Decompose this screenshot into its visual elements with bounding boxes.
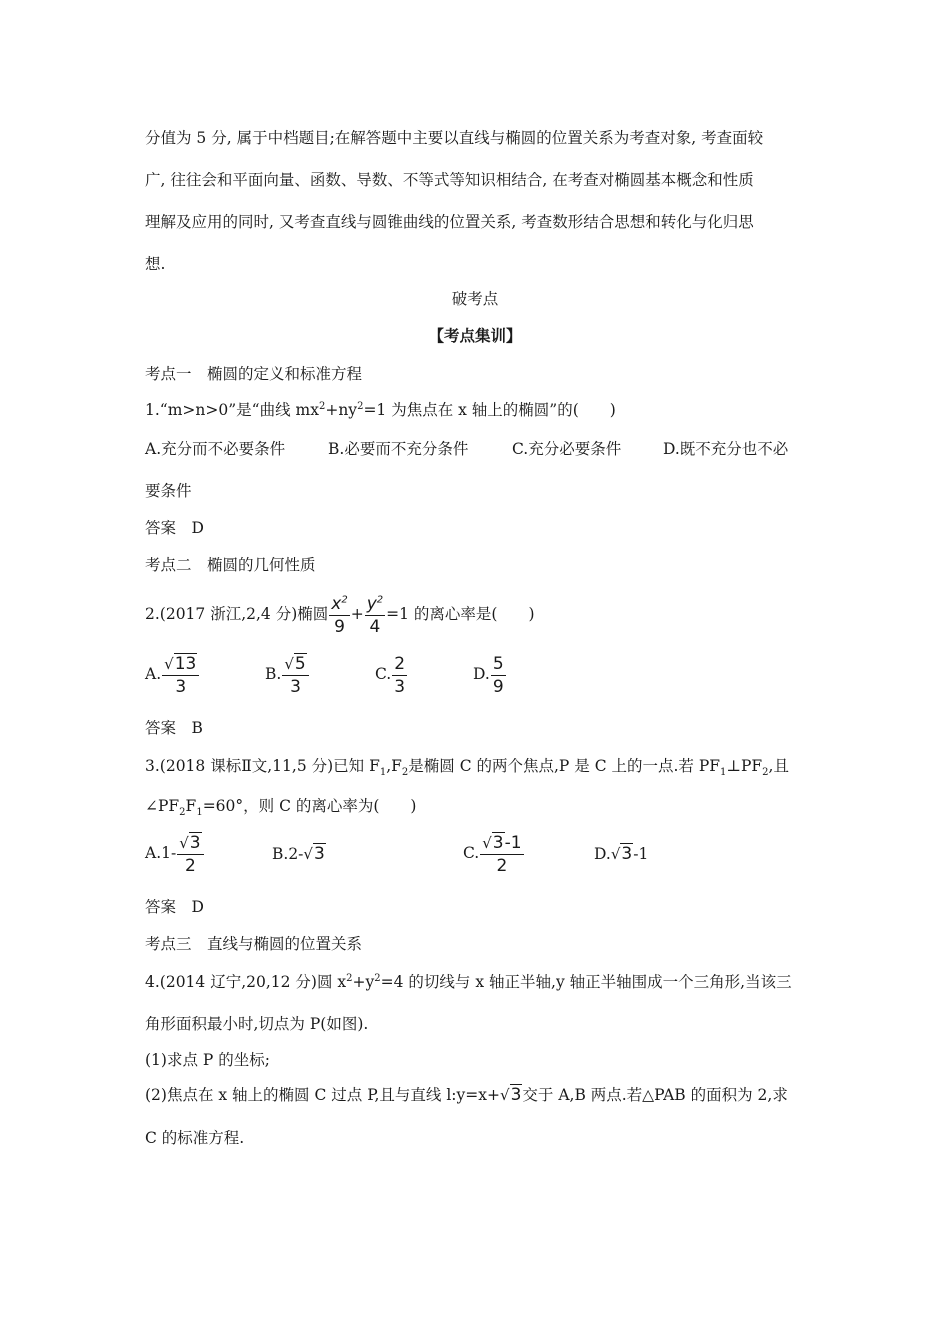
kp2-title: 考点二 椭圆的几何性质 xyxy=(145,556,316,574)
q4-part-2: (2)焦点在 x 轴上的椭圆 C 过点 P,且与直线 l:y=x+√3交于 A,B 两点.若△PAB 的面积为 2,求 xyxy=(145,1085,788,1105)
q1-stem xyxy=(145,399,616,421)
sqrt-3: √3 xyxy=(482,832,504,853)
q1-option-c: C.充分必要条件 xyxy=(512,440,622,458)
q3-stem-line-1: 3.(2018 课标Ⅱ文,11,5 分)已知 $F_1,F_2$是椭圆 C 的两个焦点,P 是 C 上的一点.若 $PF_1\perp PF_2$,且 xyxy=(145,757,789,779)
q1-option-b: B.必要而不充分条件 xyxy=(328,440,469,458)
q4-part-2-continued: C 的标准方程. xyxy=(145,1129,245,1147)
q1-option-a: A.充分而不必要条件 xyxy=(145,440,286,458)
sqrt-3: √3 xyxy=(179,832,201,853)
sqrt-3: √3 xyxy=(610,844,633,864)
kp3-title: 考点三 直线与椭圆的位置关系 xyxy=(145,935,363,953)
q2-answer: 答案 B xyxy=(145,719,203,737)
q1-answer: 答案 D xyxy=(145,519,204,537)
sqrt-3: √3 xyxy=(500,1085,522,1105)
q1-stem-mid: +ny xyxy=(325,401,358,419)
sqrt-13: √13 xyxy=(164,653,197,674)
q1-stem-suffix: =1 为焦点在 x 轴上的椭圆”的( ) xyxy=(363,401,616,419)
q2-fraction-x-den: 9 xyxy=(334,616,345,637)
kp1-title: 考点一 椭圆的定义和标准方程 xyxy=(145,365,363,383)
q1-option-d-continued: 要条件 xyxy=(145,482,192,500)
sqrt-5: √5 xyxy=(284,653,306,674)
q3-option-d: D.√3-1 xyxy=(594,844,649,864)
q2-option-b: B. $\frac{√5}{3}$ xyxy=(265,652,310,698)
q2-fraction-x xyxy=(329,593,349,638)
q2-fraction-y-den: 4 xyxy=(369,616,381,637)
intro-line-3: 理解及应用的同时, 又考查直线与圆锥曲线的位置关系, 考查数形结合思想和转化与化归思 xyxy=(145,213,754,231)
q4-stem-line-2: 角形面积最小时,切点为 P(如图). xyxy=(145,1015,369,1033)
q2-fraction-y-num: $y^2$ xyxy=(366,593,384,614)
q3-option-a: A.1- $\frac{√3}{2}$ xyxy=(145,831,205,877)
q3-option-b: B.2-√3 xyxy=(272,844,325,864)
q2-fraction-y xyxy=(365,593,385,638)
q2-option-a: A. $\frac{√13}{3}$ xyxy=(145,652,200,698)
q1-stem-prefix: 1.“m>n>0”是“曲线 mx xyxy=(145,401,319,419)
q1-option-d: D.既不充分也不必 xyxy=(663,440,789,458)
q1-sup-2: 2 xyxy=(357,400,364,412)
subsection-title: 【考点集训】 xyxy=(428,326,522,345)
q4-stem-line-1: 4.(2014 辽宁,20,12 分)圆 $x^2+y^2=4$ 的切线与 x 轴正半轴,y 轴正半轴围成一个三角形,当该三 xyxy=(145,972,792,991)
intro-line-1: 分值为 5 分, 属于中档题目;在解答题中主要以直线与椭圆的位置关系为考查对象, 考查面较 xyxy=(145,129,764,147)
section-title: 破考点 xyxy=(451,290,499,308)
q2-stem-prefix: 2.(2017 浙江,2,4 分)椭圆 xyxy=(145,605,329,623)
q3-option-c: C. $\frac{√3-1}{2}$ xyxy=(463,832,522,876)
q3-answer: 答案 D xyxy=(145,898,204,916)
sqrt-3: √3 xyxy=(303,844,325,864)
q3-stem-line-2: $\angle PF_2F_1=60^\circ$，则 C 的离心率为( ) xyxy=(145,797,417,819)
q2-stem-suffix: =1 的离心率是( ) xyxy=(386,605,535,623)
q4-part-1: (1)求点 P 的坐标; xyxy=(145,1051,270,1069)
q2-option-c: C. $\frac{2}{3}$ xyxy=(375,653,406,697)
q2-stem xyxy=(145,592,535,638)
q2-plus: + xyxy=(350,605,364,623)
q2-option-d: D. $\frac{5}{9}$ xyxy=(473,653,504,697)
q2-fraction-x-num: $x^2$ xyxy=(331,593,348,614)
intro-line-2: 广, 往往会和平面向量、函数、导数、不等式等知识相结合, 在考查对椭圆基本概念和性质 xyxy=(145,171,754,189)
intro-line-4: 想. xyxy=(145,255,166,273)
q1-sup-1: 2 xyxy=(318,400,326,412)
